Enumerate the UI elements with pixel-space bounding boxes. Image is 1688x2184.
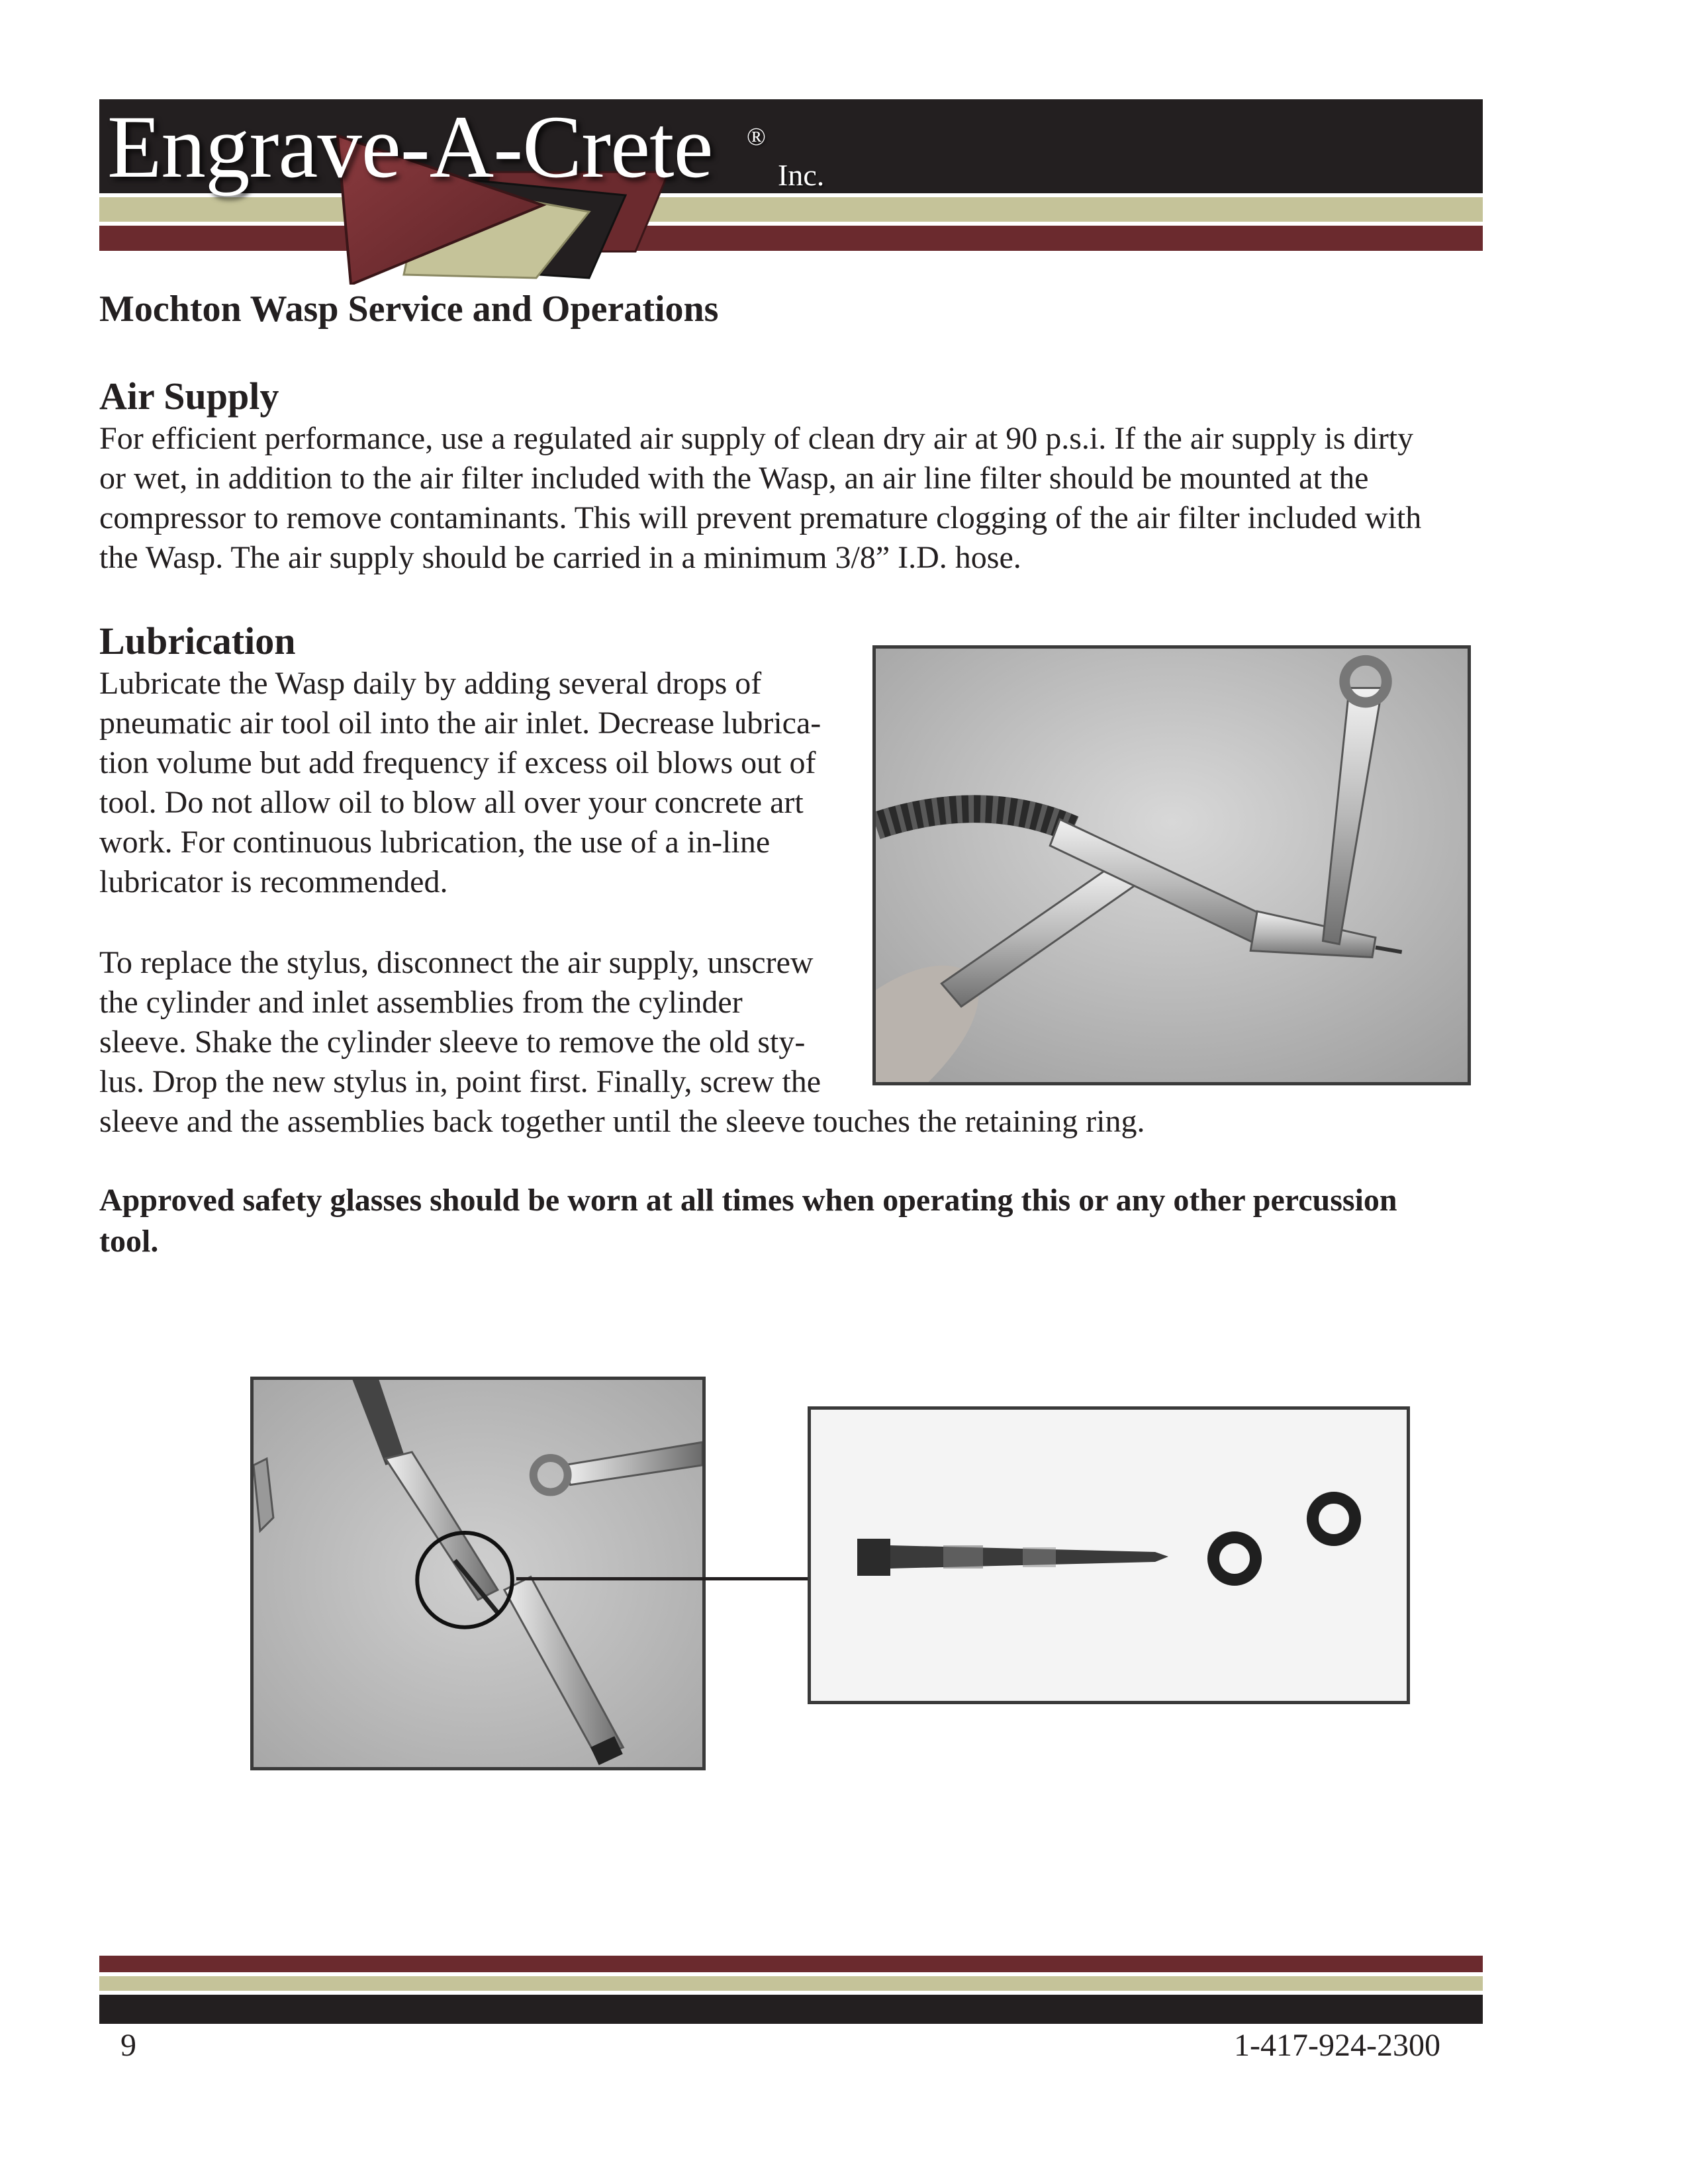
- footer-black-band: [99, 1995, 1483, 2024]
- paragraph-line: the Wasp. The air supply should be carried in a minimum 3/8” I.D. hose.: [99, 540, 1021, 575]
- callout-connector-line: [516, 1577, 811, 1580]
- paragraph-line: For efficient performance, use a regulated air supply of clean dry air at 90 p.s.i. If the air supply is dirty: [99, 421, 1414, 456]
- paragraph-line: lubricator is recommended.: [99, 864, 448, 899]
- paragraph-line: work. For continuous lubrication, the use of a in-line: [99, 825, 771, 860]
- brand-suffix: Inc.: [778, 158, 825, 192]
- paragraph-line: sleeve. Shake the cylinder sleeve to remove the old sty-: [99, 1024, 806, 1060]
- safety-line: Approved safety glasses should be worn at all times when operating this or any other percussion: [99, 1183, 1397, 1218]
- registered-mark: ®: [747, 123, 766, 151]
- lubrication-paragraph: [99, 664, 821, 902]
- paragraph-line: compressor to remove contaminants. This will prevent premature clogging of the air filter included with: [99, 500, 1422, 535]
- page-number: 9: [120, 2028, 136, 2063]
- paragraph-line: lus. Drop the new stylus in, point first. Finally, screw the: [99, 1064, 821, 1099]
- paragraph-line: pneumatic air tool oil into the air inlet. Decrease lubrica-: [99, 705, 821, 741]
- photo-wasp-with-wrench: [872, 645, 1471, 1085]
- footer-tan-stripe: [99, 1976, 1483, 1991]
- photo-stylus-closeup: [808, 1406, 1410, 1704]
- paragraph-line: To replace the stylus, disconnect the air supply, unscrew: [99, 945, 814, 980]
- paragraph-line: the cylinder and inlet assemblies from the cylinder: [99, 985, 743, 1020]
- header-tan-stripe: [99, 197, 1483, 222]
- paragraph-line: sleeve and the assemblies back together until the sleeve touches the retaining ring.: [99, 1104, 1145, 1139]
- safety-note: [99, 1180, 1397, 1262]
- safety-line: tool.: [99, 1224, 159, 1259]
- paragraph-line: or wet, in addition to the air filter included with the Wasp, an air line filter should be mounted at the: [99, 461, 1369, 496]
- header-maroon-stripe: [99, 226, 1483, 251]
- paragraph-line: tion volume but add frequency if excess oil blows out of: [99, 745, 816, 780]
- brand-name: Engrave-A-Crete: [107, 98, 713, 197]
- paragraph-line: tool. Do not allow oil to blow all over your concrete art: [99, 785, 804, 820]
- photo-disassembled-tool: [250, 1377, 706, 1770]
- phone-number: 1-417-924-2300: [1234, 2028, 1440, 2063]
- air-supply-heading: Air Supply: [99, 375, 279, 418]
- paragraph-line: Lubricate the Wasp daily by adding several drops of: [99, 666, 762, 701]
- footer-maroon-stripe: [99, 1956, 1483, 1972]
- page-title: Mochton Wasp Service and Operations: [99, 289, 719, 330]
- air-supply-paragraph: [99, 419, 1421, 578]
- lubrication-heading: Lubrication: [99, 619, 296, 662]
